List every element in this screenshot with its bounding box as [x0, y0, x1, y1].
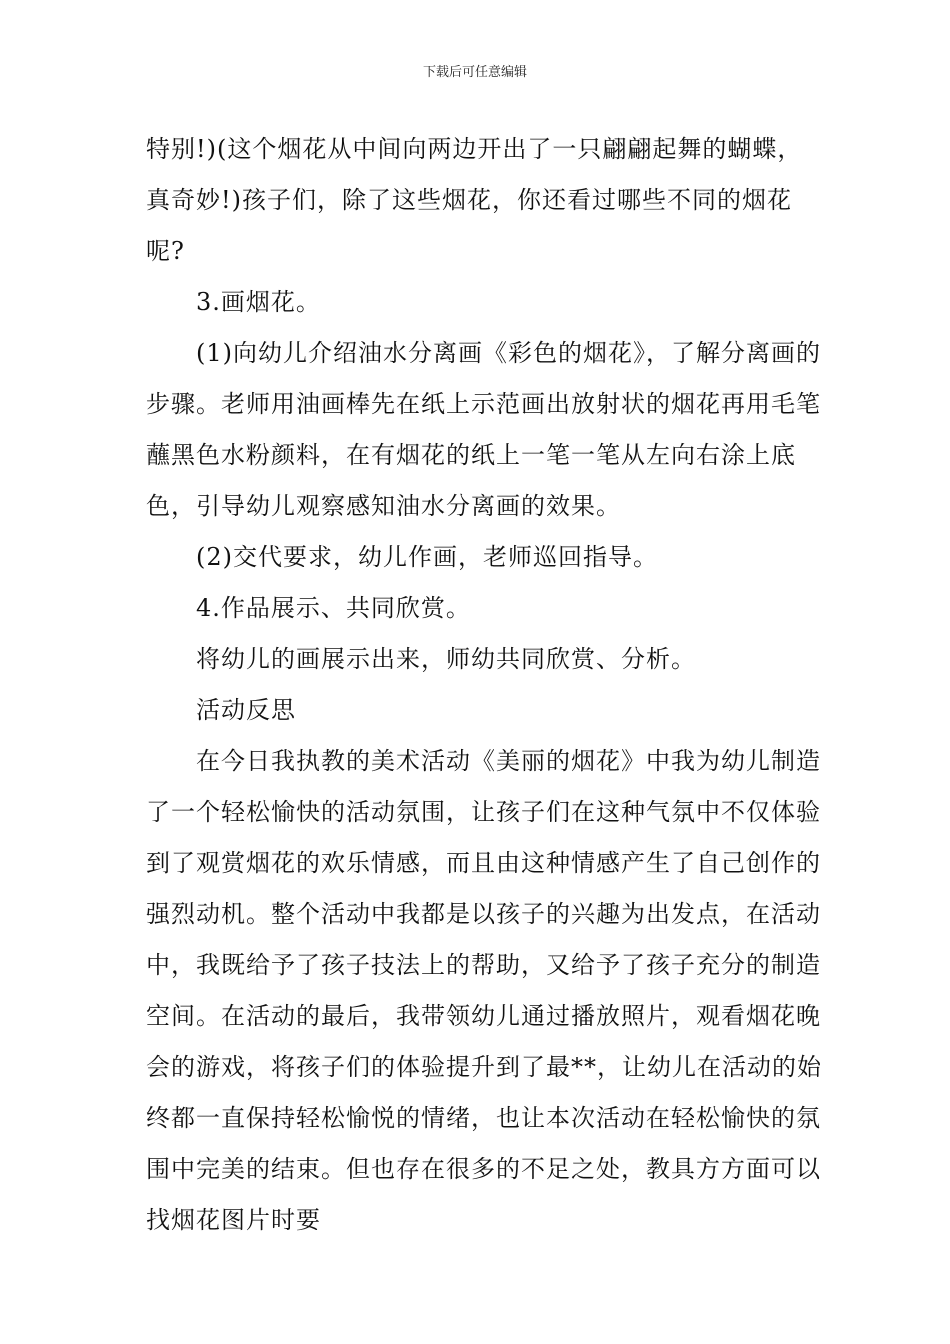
page-header: 下载后可任意编辑	[422, 65, 527, 80]
paragraph-continuation: 特别!)(这个烟花从中间向两边开出了一只翩翩起舞的蝴蝶，真奇妙!)孩子们，除了这些烟花，你还看过哪些不同的烟花呢?	[146, 135, 803, 265]
reflection-paragraph: 在今日我执教的美术活动《美丽的烟花》中我为幼儿制造了一个轻松愉快的活动氛围，让孩子们在这种气氛中不仅体验到了观赏烟花的欢乐情感，而且由这种情感产生了自己创作的强烈动机。整个活动中我都是以孩子的兴趣为出发点，在活动中，我既给予了孩子技法上的帮助，又给予了孩子充分的制造空间。在活动的最后，我带领幼儿通过播放照片，观看烟花晚会的游戏，将孩子们的体验提升到了最**，让幼儿在活动的始终都一直保持轻松愉悦的情绪，也让本次活动在轻松愉快的氛围中完美的结束。但也存在很多的不足之处，教具方方面可以找烟花图片时要	[146, 747, 822, 1234]
document-body	[146, 124, 826, 1246]
step-3-heading: 3.画烟花。	[196, 288, 321, 316]
step-3-item-1: (1)向幼儿介绍油水分离画《彩色的烟花》，了解分离画的步骤。老师用油画棒先在纸上示范画出放射状的烟花再用毛笔蘸黑色水粉颜料，在有烟花的纸上一笔一笔从左向右涂上底色，引导幼儿观察感知油水分离画的效果。	[146, 339, 821, 520]
reflection-heading: 活动反思	[196, 696, 296, 724]
step-4-heading: 4.作品展示、共同欣赏。	[196, 594, 471, 622]
step-3-item-2: (2)交代要求，幼儿作画，老师巡回指导。	[196, 543, 658, 571]
step-4-text: 将幼儿的画展示出来，师幼共同欣赏、分析。	[196, 645, 696, 673]
